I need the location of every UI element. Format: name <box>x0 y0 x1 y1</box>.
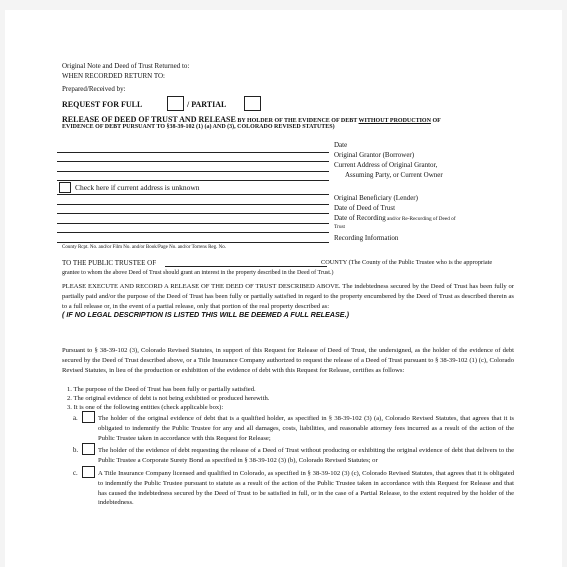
option-c-text: A Title Insurance Company licensed and qualified in Colorado, as specified in § 38-39-102 (3) (c), Colorado Revised Statutes, that agrees that it is obligated to indemnify the Public Trustee pursuant to statute as a result of the action of the Public Trustee taken in accordance with this Request for Release and that has caused the indebtedness secured by the Deed of Trust to be satisfied in full, or in the case of a Partial Release, to the extent required by the holder of the indebtedness. <box>98 470 514 507</box>
date-of-deed-label: Date of Deed of Trust <box>334 204 396 212</box>
release-title-end: OF <box>430 118 441 124</box>
rerecording-text: and/or Re-Recording of Deed of <box>385 216 456 222</box>
address-unknown-checkbox[interactable] <box>59 182 71 193</box>
beneficiary-field-line[interactable] <box>57 204 329 205</box>
header-prepared-by: Prepared/Received by: <box>62 85 126 93</box>
date-label: Date <box>334 141 348 149</box>
release-title-line2: EVIDENCE OF DEBT PURSUANT TO §38-39-102 (1) (a) AND (3), COLORADO REVISED STATUTES) <box>62 124 335 130</box>
county-name-field-line[interactable] <box>165 266 327 267</box>
current-address-label-1: Current Address of Original Grantor, <box>334 161 438 169</box>
recording-info-field-line-2[interactable] <box>57 242 329 243</box>
address-field-line-2[interactable] <box>57 180 329 181</box>
option-c-checkbox[interactable] <box>82 466 95 478</box>
header-when-recorded: WHEN RECORDED RETURN TO: <box>62 72 165 80</box>
option-b-letter: b. <box>73 447 79 454</box>
release-title-rest: BY HOLDER OF THE EVIDENCE OF DEBT <box>235 118 359 124</box>
address-field-line-1[interactable] <box>57 171 329 172</box>
recording-information-label: Recording Information <box>334 234 399 242</box>
trust-label: Trust <box>334 224 345 230</box>
request-full-checkbox[interactable] <box>167 96 184 111</box>
certification-item-2: 2. The original evidence of debt is not being exhibited or produced herewith. <box>67 395 270 402</box>
header-returned-to: Original Note and Deed of Trust Returned to: <box>62 62 190 70</box>
release-title-bold: RELEASE OF DEED OF TRUST AND RELEASE <box>62 115 236 124</box>
please-execute-paragraph: PLEASE EXECUTE AND RECORD A RELEASE OF THE DEED OF TRUST DESCRIBED ABOVE. The indebtedness secured by the Deed of Trust has been fully or partially paid and/or the purpose of the Deed of Trust has been fully or partially satisfied in regard to the property encumbered by the Deed of Trust as described therein as to a full release or, in the event of a partial release, only that portion of the real property described as: <box>62 283 514 310</box>
document-page <box>5 10 562 567</box>
request-partial-label: / PARTIAL <box>187 100 227 109</box>
certification-item-3: 3. It is one of the following entities (check applicable box): <box>67 404 224 411</box>
request-full-label: REQUEST FOR FULL <box>62 100 143 109</box>
public-trustee-label: TO THE PUBLIC TRUSTEE OF <box>62 259 157 267</box>
certification-item-1: 1. The purpose of the Deed of Trust has been fully or partially satisfied. <box>67 386 256 393</box>
date-of-recording-text: Date of Recording <box>334 214 386 222</box>
recording-date-field-line[interactable] <box>57 223 329 224</box>
pursuant-paragraph: Pursuant to § 38-39-102 (3), Colorado Revised Statutes, in support of this Request for Release of Deed of Trust, the undersigned, as the holder of the evidence of debt secured by the Deed of Trust described above, or a Title Insurance Company authorized to request the release of a Deed of Trust pursuant to § 38-39-102 (1) (c), Colorado Revised Statutes, in lieu of the production or exhibition of the evidence of debt with this Request for Release, certifies as follows: <box>62 347 514 374</box>
original-grantor-label: Original Grantor (Borrower) <box>334 151 415 159</box>
full-release-warning: ( IF NO LEGAL DESCRIPTION IS LISTED THIS WILL BE DEEMED A FULL RELEASE.) <box>62 310 349 319</box>
option-a-letter: a. <box>73 415 78 422</box>
option-b-text: The holder of the evidence of debt requesting the release of a Deed of Trust without producing or exhibiting the original evidence of debt that delivers to the Public Trustee a Corporate Surety Bond as specified in § 38-39-102 (3) (b), Colorado Revised Statutes; or <box>98 447 514 464</box>
county-reference-row: County Rcpt. No. and/or Film No. and/or Book/Page No. and/or Torrens Reg. No. <box>62 245 226 250</box>
original-beneficiary-label: Original Beneficiary (Lender) <box>334 194 418 202</box>
grantor-field-line[interactable] <box>57 161 329 162</box>
release-title-underlined: WITHOUT PRODUCTION <box>358 118 431 124</box>
public-trustee-grantee-note: grantee to whom the above Deed of Trust should grant an interest in the property described in the Deed of Trust.) <box>62 270 334 276</box>
deed-date-field-line[interactable] <box>57 213 329 214</box>
date-field-line[interactable] <box>57 152 329 153</box>
address-unknown-line <box>57 194 329 195</box>
public-trustee-county-note: COUNTY (The County of the Public Trustee who is the appropriate <box>321 259 493 266</box>
date-of-recording-label <box>334 214 456 223</box>
option-c-letter: c. <box>73 470 78 477</box>
recording-info-field-line-1[interactable] <box>57 232 329 233</box>
option-a-text: The holder of the original evidence of debt that is a qualified holder, as specified in § 38-39-102 (3) (a), Colorado Revised Statutes, that agrees that it is obligated to indemnify the Public Trustee for any and all damages, costs, liabilities, and reasonable attorney fees incurred as a result of the action of the Public Trustee taken in accordance with this Request for Release; <box>98 415 514 442</box>
option-a-checkbox[interactable] <box>82 411 95 423</box>
address-unknown-label: Check here if current address is unknown <box>75 183 200 192</box>
current-address-label-2: Assuming Party, or Current Owner <box>345 171 443 179</box>
option-b-checkbox[interactable] <box>82 443 95 455</box>
request-partial-checkbox[interactable] <box>244 96 261 111</box>
